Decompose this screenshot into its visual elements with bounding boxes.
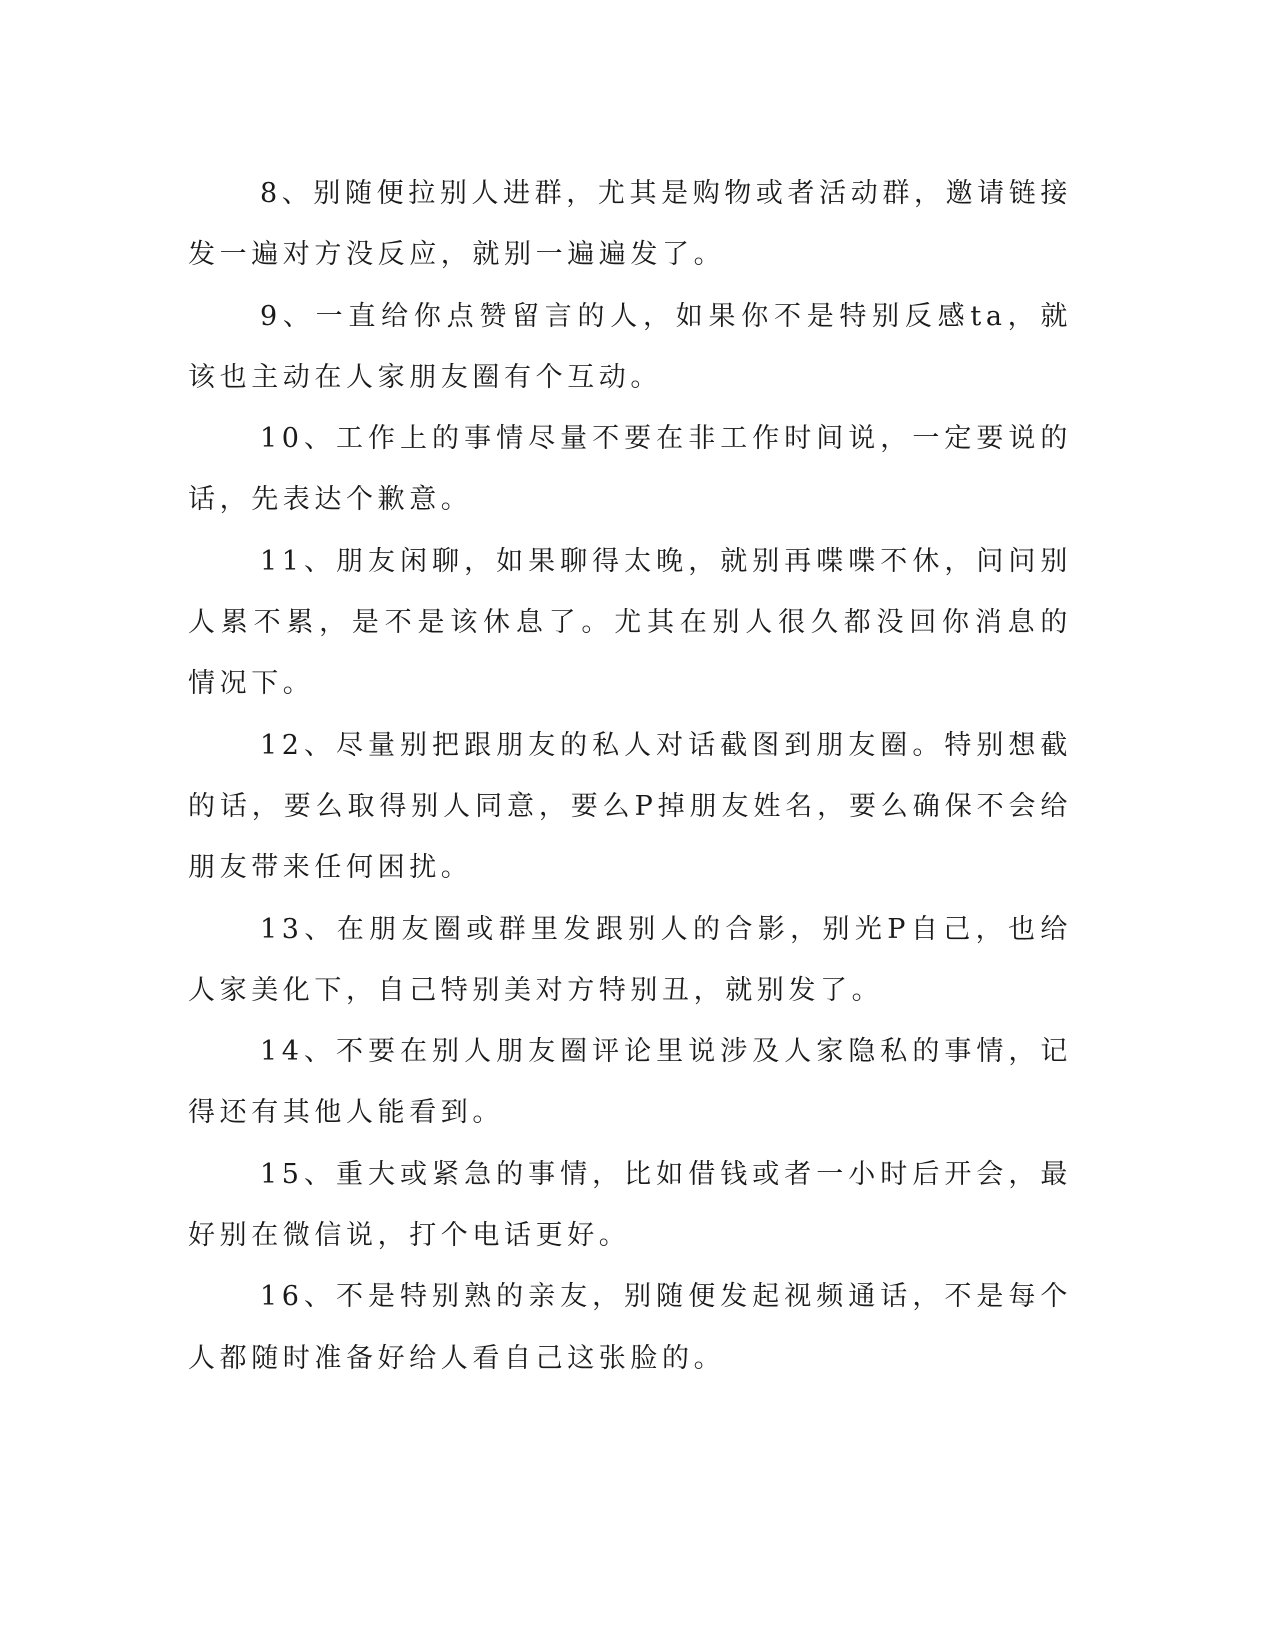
paragraph-15: 15、重大或紧急的事情，比如借钱或者一小时后开会，最好别在微信说，打个电话更好。 [188,1158,1072,1252]
paragraph-13: 13、在朋友圈或群里发跟别人的合影，别光P自己，也给人家美化下，自己特别美对方特别丑，就别发了。 [188,913,1072,1006]
paragraph-10: 10、工作上的事情尽量不要在非工作时间说，一定要说的话，先表达个歉意。 [188,423,1072,516]
document-body [188,163,1072,1389]
paragraph-16: 16、不是特别熟的亲友，别随便发起视频通话，不是每个人都随时准备好给人看自己这张脸的。 [188,1281,1072,1374]
paragraph-8: 8、别随便拉别人进群，尤其是购物或者活动群，邀请链接发一遍对方没反应，就别一遍遍发了。 [188,178,1072,271]
paragraph-14: 14、不要在别人朋友圈评论里说涉及人家隐私的事情，记得还有其他人能看到。 [188,1036,1072,1129]
paragraph-11: 11、朋友闲聊，如果聊得太晚，就别再喋喋不休，问问别人累不累，是不是该休息了。尤其在别人很久都没回你消息的情况下。 [188,545,1072,700]
paragraph-12: 12、尽量别把跟朋友的私人对话截图到朋友圈。特别想截的话，要么取得别人同意，要么P掉朋友姓名，要么确保不会给朋友带来任何困扰。 [188,729,1072,884]
paragraph-9: 9、一直给你点赞留言的人，如果你不是特别反感ta，就该也主动在人家朋友圈有个互动。 [188,300,1072,393]
